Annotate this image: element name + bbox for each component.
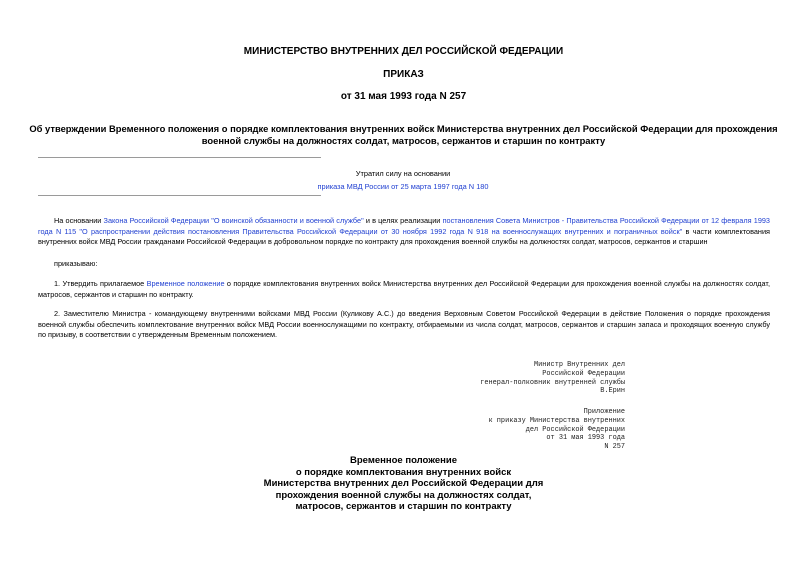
status-note [300, 167, 506, 193]
provision-title-line-3: Министерства внутренних дел Российской Федерации для [263, 478, 544, 490]
preamble-text-1: На основании [54, 216, 104, 225]
item-1-text-1: 1. Утвердить прилагаемое [54, 279, 147, 288]
appendix-line-5: N 257 [604, 443, 625, 452]
appendix-line-3: дел Российской Федерации [525, 425, 625, 434]
provision-link[interactable]: Временное положение [146, 279, 225, 288]
item-1-text-2: о порядке комплектования внутренних войск Министерства внутренних дел Российской Федерации для прохождения военной службы на должностях солдат, матросов, сержантов и старшин по контракту. [38, 279, 770, 299]
preamble-paragraph [38, 216, 770, 248]
signature-block [480, 361, 625, 396]
signature-line-4: В.Ерин [600, 387, 625, 396]
item-2-paragraph: 2. Заместителю Министра - командующему внутренними войсками МВД России (Куликову А.С.) до введения Верховным Советом Российской Федерации в действие Положения о порядке прохождения военной службы обеспечить комплектование внутренних войск МВД России военнослужащими по контракту, отбираемыми из числа солдат, матросов, сержантов и старшин запаса и проходящих военную службу по призыву, в соответствии с утвержденным Временным положением. [38, 309, 770, 339]
provision-title [0, 455, 807, 513]
bottom-divider [38, 195, 321, 196]
item-1-paragraph [38, 279, 770, 300]
ministry-heading: МИНИСТЕРСТВО ВНУТРЕННИХ ДЕЛ РОССИЙСКОЙ ФЕДЕРАЦИИ [243, 46, 564, 57]
order-date-number: от 31 мая 1993 года N 257 [340, 91, 467, 102]
law-link[interactable]: Закона Российской Федерации "О воинской обязанности и военной службе" [103, 216, 364, 225]
provision-title-line-2: о порядке комплектования внутренних войск [295, 466, 512, 478]
signature-line-2: Российской Федерации [542, 369, 625, 378]
appendix-block [489, 408, 625, 452]
government-resolution-link[interactable]: постановления Совета Министров - Правительства Российской Федерации от 12 февраля 1993 года N 115 "О распространении действия постановления Правительства Российской Федерации от 30 ноября 1992 года N 918 на военнослужащих внутренних и пограничных войск" [38, 216, 770, 236]
provision-title-line-5: матросов, сержантов и старшин по контракту [295, 501, 512, 513]
appendix-line-1: Приложение [583, 408, 625, 416]
provision-title-line-4: прохождения военной службы на должностях солдат, [275, 489, 532, 501]
order-word: приказываю: [54, 259, 98, 268]
preamble-text-2: и в целях реализации [363, 216, 443, 225]
signature-line-1: Министр Внутренних дел [534, 361, 625, 369]
repeal-order-link[interactable]: приказа МВД России от 25 марта 1997 года N 180 [317, 182, 489, 191]
provision-title-line-1: Временное положение [350, 455, 457, 466]
status-note-text: Утратил силу на основании [355, 169, 451, 178]
top-divider [38, 157, 321, 158]
order-heading: ПРИКАЗ [383, 69, 424, 80]
document-title: Об утверждении Временного положения о порядке комплектования внутренних войск Министерства внутренних дел Российской Федерации для прохождения военной службы на должностях солдат, матросов, сержантов и старшин по контракту [29, 123, 778, 146]
appendix-line-4: от 31 мая 1993 года [546, 434, 625, 443]
appendix-line-2: к приказу Министерства внутренних [488, 416, 625, 425]
preamble-text-3: в части комплектования внутренних войск МВД России гражданами Российской Федерации в добровольном порядке по контракту для прохождения военной службы на должностях солдат, матросов, сержантов и старшин [38, 226, 770, 246]
signature-line-3: генерал-полковник внутренней службы [480, 378, 625, 387]
